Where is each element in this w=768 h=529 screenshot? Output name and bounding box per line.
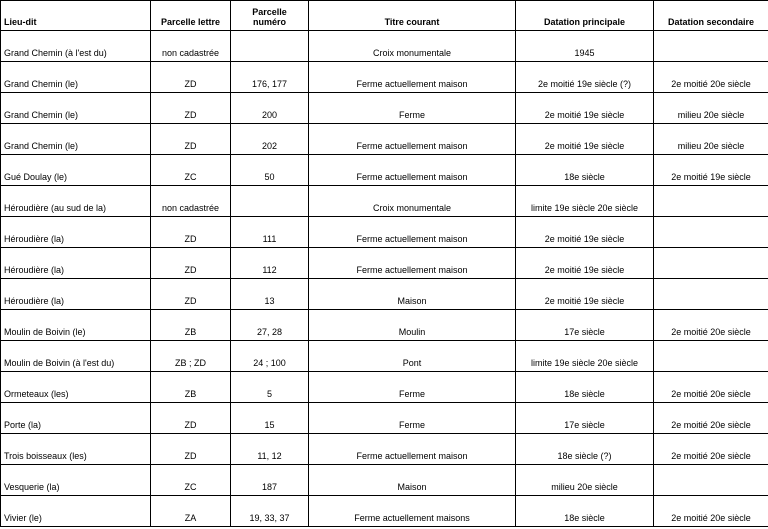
table-row — [1, 124, 768, 155]
cell-titre-courant: Pont — [309, 341, 516, 372]
cell-titre-courant: Ferme — [309, 93, 516, 124]
cell-datation-principale: 1945 — [516, 31, 654, 62]
cell-datation-principale: 2e moitié 19e siècle — [516, 124, 654, 155]
cell-lieu-dit: Gué Doulay (le) — [1, 155, 151, 186]
cell-datation-secondaire — [654, 31, 768, 62]
table-row — [1, 465, 768, 496]
cell-titre-courant: Maison — [309, 465, 516, 496]
cell-lieu-dit: Ormeteaux (les) — [1, 372, 151, 403]
header-titre-courant: Titre courant — [309, 1, 516, 31]
table-row — [1, 155, 768, 186]
cell-titre-courant: Ferme — [309, 403, 516, 434]
cell-titre-courant: Ferme actuellement maison — [309, 217, 516, 248]
cell-lieu-dit: Trois boisseaux (les) — [1, 434, 151, 465]
table-row — [1, 434, 768, 465]
cell-lieu-dit: Héroudière (la) — [1, 248, 151, 279]
table-body — [1, 31, 768, 527]
cell-titre-courant: Croix monumentale — [309, 186, 516, 217]
cell-parcelle-numero: 27, 28 — [231, 310, 309, 341]
table-row — [1, 93, 768, 124]
cell-parcelle-lettre: non cadastrée — [151, 31, 231, 62]
cell-lieu-dit: Moulin de Boivin (le) — [1, 310, 151, 341]
cell-titre-courant: Ferme actuellement maison — [309, 124, 516, 155]
table-row — [1, 372, 768, 403]
cell-parcelle-numero: 11, 12 — [231, 434, 309, 465]
header-parcelle-lettre: Parcelle lettre — [151, 1, 231, 31]
cell-datation-secondaire: 2e moitié 20e siècle — [654, 496, 768, 527]
cell-datation-secondaire: 2e moitié 20e siècle — [654, 434, 768, 465]
cell-parcelle-numero: 15 — [231, 403, 309, 434]
cell-parcelle-numero: 187 — [231, 465, 309, 496]
cell-titre-courant: Ferme actuellement maison — [309, 248, 516, 279]
cell-datation-principale: limite 19e siècle 20e siècle — [516, 186, 654, 217]
cell-parcelle-numero: 19, 33, 37 — [231, 496, 309, 527]
table-row — [1, 248, 768, 279]
table-row — [1, 186, 768, 217]
cell-datation-secondaire: 2e moitié 19e siècle — [654, 155, 768, 186]
cell-lieu-dit: Vivier (le) — [1, 496, 151, 527]
cell-datation-secondaire — [654, 279, 768, 310]
cell-datation-principale: 18e siècle — [516, 155, 654, 186]
cell-lieu-dit: Grand Chemin (le) — [1, 124, 151, 155]
cell-datation-secondaire: milieu 20e siècle — [654, 93, 768, 124]
cell-lieu-dit: Héroudière (la) — [1, 279, 151, 310]
cell-lieu-dit: Grand Chemin (le) — [1, 62, 151, 93]
cell-titre-courant: Ferme actuellement maisons — [309, 496, 516, 527]
cell-parcelle-lettre: ZD — [151, 403, 231, 434]
header-parcelle-numero: Parcelle numéro — [231, 1, 309, 31]
cell-parcelle-numero: 111 — [231, 217, 309, 248]
cell-parcelle-numero: 112 — [231, 248, 309, 279]
cell-parcelle-lettre: ZB ; ZD — [151, 341, 231, 372]
table-row — [1, 31, 768, 62]
cell-datation-principale: 18e siècle — [516, 372, 654, 403]
cell-datation-principale: 2e moitié 19e siècle — [516, 248, 654, 279]
cell-parcelle-lettre: non cadastrée — [151, 186, 231, 217]
cell-parcelle-lettre: ZD — [151, 279, 231, 310]
cell-datation-secondaire: 2e moitié 20e siècle — [654, 62, 768, 93]
cell-datation-principale: milieu 20e siècle — [516, 465, 654, 496]
cell-parcelle-numero — [231, 31, 309, 62]
cell-datation-secondaire: 2e moitié 20e siècle — [654, 310, 768, 341]
cell-parcelle-numero: 200 — [231, 93, 309, 124]
cell-lieu-dit: Moulin de Boivin (à l'est du) — [1, 341, 151, 372]
cell-datation-principale: 17e siècle — [516, 310, 654, 341]
cell-datation-principale: 17e siècle — [516, 403, 654, 434]
cell-datation-secondaire: 2e moitié 20e siècle — [654, 403, 768, 434]
cell-parcelle-lettre: ZD — [151, 93, 231, 124]
table-row — [1, 62, 768, 93]
cell-datation-principale: 2e moitié 19e siècle — [516, 93, 654, 124]
cell-parcelle-numero: 13 — [231, 279, 309, 310]
cell-datation-principale: 2e moitié 19e siècle (?) — [516, 62, 654, 93]
cell-datation-secondaire — [654, 465, 768, 496]
cell-lieu-dit: Héroudière (au sud de la) — [1, 186, 151, 217]
header-datation-secondaire: Datation secondaire — [654, 1, 768, 31]
cell-parcelle-lettre: ZB — [151, 372, 231, 403]
table-row — [1, 217, 768, 248]
header-row — [1, 1, 768, 31]
cell-parcelle-lettre: ZD — [151, 248, 231, 279]
cell-lieu-dit: Porte (la) — [1, 403, 151, 434]
cell-datation-principale: 2e moitié 19e siècle — [516, 279, 654, 310]
cell-titre-courant: Maison — [309, 279, 516, 310]
cell-parcelle-lettre: ZC — [151, 155, 231, 186]
cell-titre-courant: Ferme actuellement maison — [309, 155, 516, 186]
cell-parcelle-lettre: ZD — [151, 217, 231, 248]
cell-parcelle-numero: 176, 177 — [231, 62, 309, 93]
cell-parcelle-numero: 5 — [231, 372, 309, 403]
cell-parcelle-lettre: ZD — [151, 124, 231, 155]
cell-datation-secondaire — [654, 248, 768, 279]
table-row — [1, 279, 768, 310]
cell-datation-secondaire — [654, 341, 768, 372]
cell-titre-courant: Ferme — [309, 372, 516, 403]
cell-parcelle-numero: 202 — [231, 124, 309, 155]
table-row — [1, 403, 768, 434]
cell-parcelle-lettre: ZA — [151, 496, 231, 527]
cell-titre-courant: Ferme actuellement maison — [309, 434, 516, 465]
cell-titre-courant: Croix monumentale — [309, 31, 516, 62]
cell-datation-secondaire — [654, 217, 768, 248]
cell-parcelle-lettre: ZD — [151, 62, 231, 93]
cell-lieu-dit: Héroudière (la) — [1, 217, 151, 248]
cell-datation-principale: limite 19e siècle 20e siècle — [516, 341, 654, 372]
cell-datation-secondaire: 2e moitié 20e siècle — [654, 372, 768, 403]
cell-datation-secondaire — [654, 186, 768, 217]
table-row — [1, 496, 768, 527]
cell-parcelle-lettre: ZD — [151, 434, 231, 465]
cell-parcelle-lettre: ZC — [151, 465, 231, 496]
cell-parcelle-numero — [231, 186, 309, 217]
cell-datation-principale: 18e siècle (?) — [516, 434, 654, 465]
cell-lieu-dit: Vesquerie (la) — [1, 465, 151, 496]
table-row — [1, 341, 768, 372]
cell-titre-courant: Ferme actuellement maison — [309, 62, 516, 93]
table-row — [1, 310, 768, 341]
cell-datation-principale: 2e moitié 19e siècle — [516, 217, 654, 248]
cell-parcelle-numero: 24 ; 100 — [231, 341, 309, 372]
cell-datation-principale: 18e siècle — [516, 496, 654, 527]
cell-lieu-dit: Grand Chemin (à l'est du) — [1, 31, 151, 62]
cell-titre-courant: Moulin — [309, 310, 516, 341]
cell-parcelle-numero: 50 — [231, 155, 309, 186]
cell-parcelle-lettre: ZB — [151, 310, 231, 341]
cell-datation-secondaire: milieu 20e siècle — [654, 124, 768, 155]
cell-lieu-dit: Grand Chemin (le) — [1, 93, 151, 124]
header-datation-principale: Datation principale — [516, 1, 654, 31]
header-lieu-dit: Lieu-dit — [1, 1, 151, 31]
